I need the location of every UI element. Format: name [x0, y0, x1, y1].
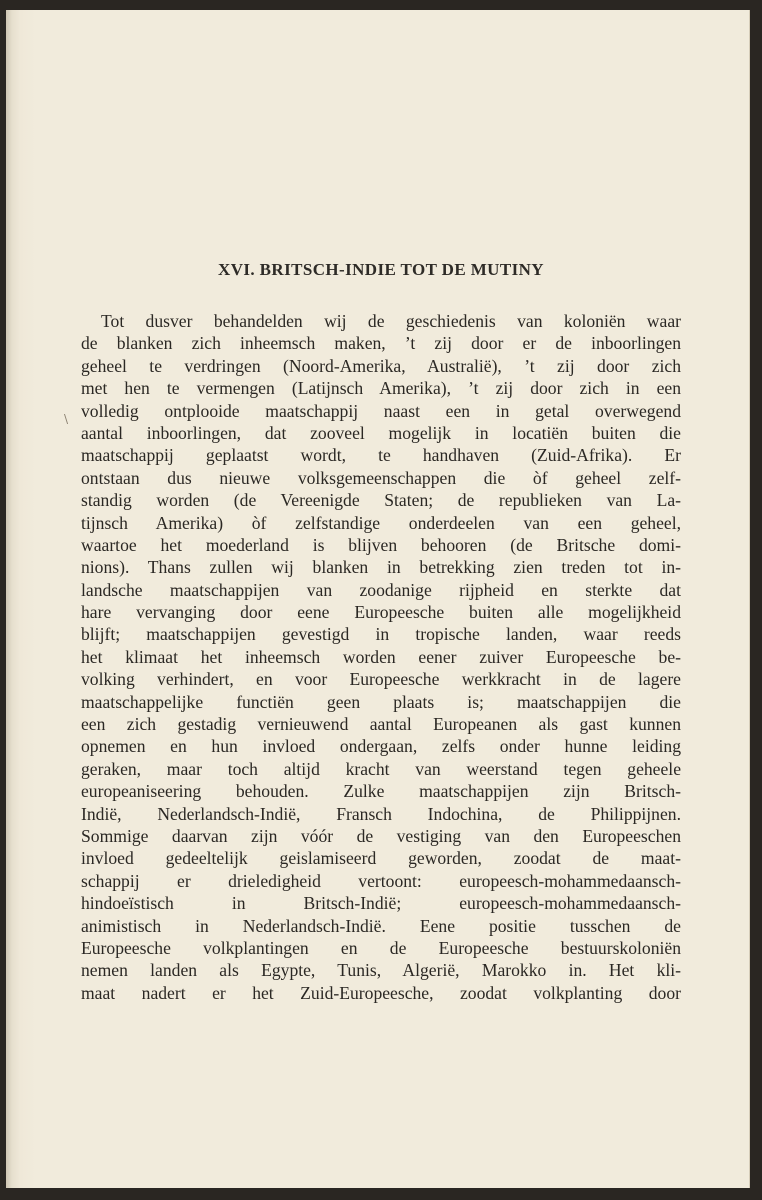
text-line: volledig ontplooide maatschappij naast een in getal overwegend	[81, 400, 681, 421]
text-line: een zich gestadig vernieuwend aantal Europeanen als gast kunnen	[81, 714, 681, 735]
text-line: met hen te vermengen (Latijnsch Amerika), ’t zij door zich in een	[81, 378, 681, 399]
text-line: hare vervanging door eene Europeesche buiten alle mogelijkheid	[81, 602, 681, 623]
text-line: Indië, Nederlandsch-Indië, Fransch Indochina, de Philippijnen.	[81, 803, 681, 824]
text-line: geheel te verdringen (Noord-Amerika, Australië), ’t zij door zich	[81, 355, 681, 376]
text-line: Sommige daarvan zijn vóór de vestiging van den Europeeschen	[81, 825, 681, 846]
text-line: invloed gedeeltelijk geislamiseerd geworden, zoodat de maat-	[81, 848, 681, 869]
text-line: europeaniseering behouden. Zulke maatschappijen zijn Britsch-	[81, 781, 681, 802]
text-line: maatschappij geplaatst wordt, te handhaven (Zuid-Afrika). Er	[81, 445, 681, 466]
text-line: de blanken zich inheemsch maken, ’t zij door er de inboorlingen	[81, 333, 681, 354]
text-line: blijft; maatschappijen gevestigd in tropische landen, waar reeds	[81, 624, 681, 645]
text-line: nemen landen als Egypte, Tunis, Algerië, Marokko in. Het kli-	[81, 960, 681, 981]
text-line: landsche maatschappijen van zoodanige rijpheid en sterkte dat	[81, 579, 681, 600]
text-line: animistisch in Nederlandsch-Indië. Eene positie tusschen de	[81, 915, 681, 936]
text-line: tijnsch Amerika) òf zelfstandige onderdeelen van een geheel,	[81, 512, 681, 533]
text-line: standig worden (de Vereenigde Staten; de republieken van La-	[81, 490, 681, 511]
margin-mark: \	[64, 412, 69, 426]
text-line: maatschappelijke functiën geen plaats is; maatschappijen die	[81, 691, 681, 712]
text-line: aantal inboorlingen, dat zooveel mogelijk in locatiën buiten die	[81, 422, 681, 443]
text-line: maat nadert er het Zuid-Europeesche, zoodat volkplanting door	[81, 982, 681, 1003]
text-line: waartoe het moederland is blijven behooren (de Britsche domi-	[81, 534, 681, 555]
text-line: het klimaat het inheemsch worden eener zuiver Europeesche be-	[81, 646, 681, 667]
text-line: hindoeïstisch in Britsch-Indië; europeesch-mohammedaansch-	[81, 893, 681, 914]
text-line: volking verhindert, en voor Europeesche werkkracht in de lagere	[81, 669, 681, 690]
body-text	[81, 310, 681, 1004]
text-line: geraken, maar toch altijd kracht van weerstand tegen geheele	[81, 758, 681, 779]
text-line: Europeesche volkplantingen en de Europeesche bestuurskoloniën	[81, 937, 681, 958]
chapter-title: XVI. BRITSCH-INDIE TOT DE MUTINY	[218, 260, 544, 279]
text-line: Tot dusver behandelden wij de geschiedenis van koloniën waar	[101, 311, 681, 331]
text-line: nions). Thans zullen wij blanken in betrekking zien treden tot in-	[81, 557, 681, 578]
text-line: ontstaan dus nieuwe volksgemeenschappen die òf geheel zelf-	[81, 467, 681, 488]
text-line: opnemen en hun invloed ondergaan, zelfs onder hunne leiding	[81, 736, 681, 757]
text-line: schappij er drieledigheid vertoont: europeesch-mohammedaansch-	[81, 870, 681, 891]
